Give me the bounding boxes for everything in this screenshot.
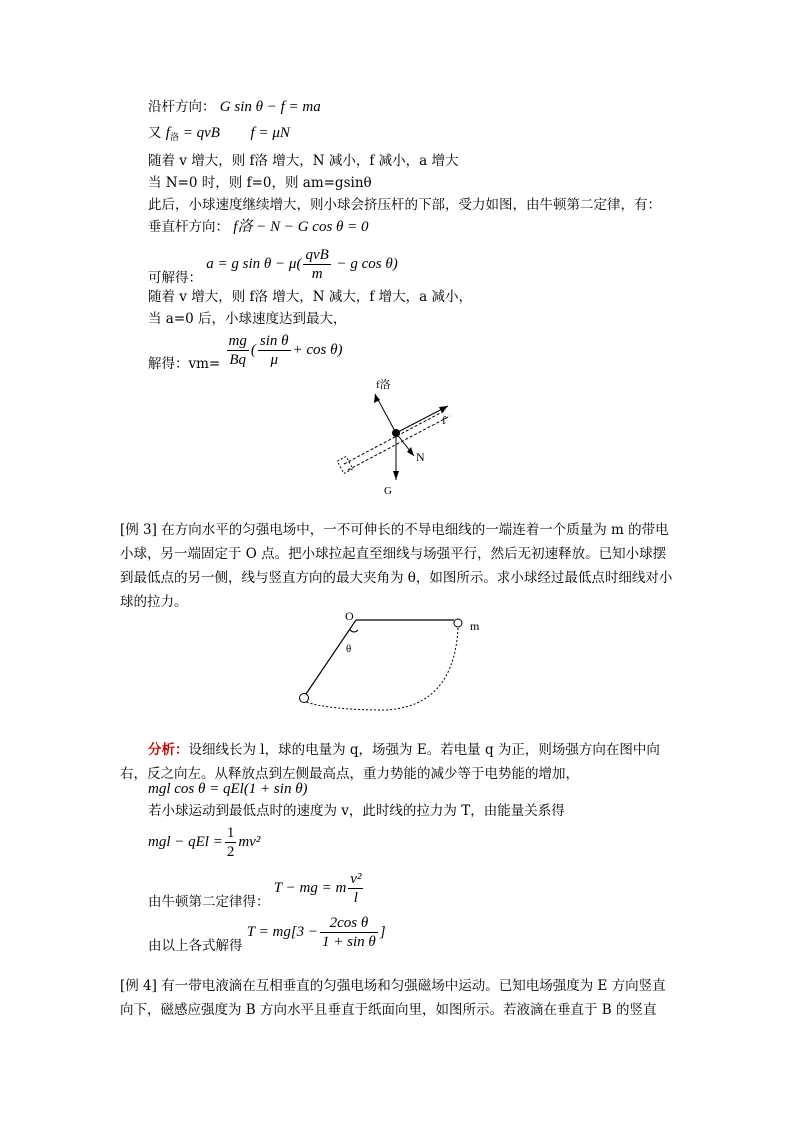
label-also: 又 <box>148 125 162 141</box>
frac-mu-den: μ <box>270 352 278 368</box>
formula-mgl-qel: mgl − qEl = <box>148 834 223 850</box>
label-newton: 由牛顿第二定律得： <box>148 894 270 910</box>
subscript-luo: 洛 <box>169 132 179 142</box>
line-vmax: 解得：vm= $\frac{mg}{Bq}$ ( $\frac{\text{sin θ}}{\mu}$ + cos θ) <box>148 333 343 372</box>
label-o: O <box>345 609 354 623</box>
formula-a-lhs: a = g sin θ − μ( <box>206 256 302 272</box>
arrow-f <box>396 406 448 433</box>
formula-along-rod: G sin θ − f = ma <box>219 99 321 115</box>
deflected-thread <box>306 620 356 694</box>
arrowhead-f <box>439 406 448 413</box>
rod-line-upper <box>344 410 446 464</box>
text-line-3: 随着 v 增大，则 f洛 增大，N 减小，f 减小，a 增大 <box>148 153 459 169</box>
formula-mgl-cos: mgl cos θ = qEl(1 + sin θ) <box>148 781 308 797</box>
frac-qvb-num: qvB <box>305 247 329 263</box>
symbol-f: f <box>165 125 170 141</box>
angle-arc <box>350 630 358 632</box>
label-solve: 可解得： <box>148 270 202 286</box>
analysis-paragraph <box>120 738 676 786</box>
analysis-body: 设细线长为 l，球的电量为 q，场强为 E。若电量 q 为正，则场强方向在图中向右，反之向左。从释放点到左侧最高点，重力势能的减少等于电势能的增加， <box>120 742 660 782</box>
frac-two: 2 <box>226 844 235 860</box>
label-f: f <box>442 413 446 427</box>
formula-t-mg: T − mg = m <box>273 880 347 896</box>
rod-line-lower <box>348 416 450 470</box>
example-3-text: [例 3] 在方向水平的匀强电场中，一不可伸长的不导电细线的一端连着一个质量为 m 的带电小球，另一端固定于 O 点。把小球拉起直至细线与场强平行，然后无初速释放。已知小球摆到最低点的另一侧，线与竖直方向的最大夹角为 θ，如图所示。求小球经过最低点时细线对小球的拉力。 <box>120 522 673 610</box>
line-along-rod <box>148 98 321 116</box>
formula-lorentz: = qvB <box>178 125 220 141</box>
formula-energy-1 <box>148 780 308 798</box>
formula-t-lhs: T = mg[3 − <box>246 924 319 940</box>
frac-sin-num: sin θ <box>259 333 289 349</box>
ball-end <box>300 694 309 703</box>
example-4-text: [例 4] 有一带电液滴在互相垂直的匀强电场和匀强磁场中运动。已知电场强度为 E 方向竖直向下，磁感应强度为 B 方向水平且垂直于纸面向里，如图所示。若液滴在垂直于 B 的竖直 <box>120 978 666 1018</box>
swing-arc <box>306 628 458 710</box>
frac-2cos: 2cos θ <box>320 914 378 933</box>
analysis-sentence-2: 若小球运动到最低点时的速度为 v，此时线的拉力为 T，由能量关系得 <box>148 803 565 819</box>
formula-perpendicular: f洛 − N − G cos θ = 0 <box>233 219 369 235</box>
formula-a-rhs: − g cos θ) <box>332 256 398 272</box>
line-perpendicular <box>148 218 369 236</box>
frac-v2: v² <box>350 871 362 887</box>
formula-result <box>148 912 386 966</box>
label-along-rod: 沿杆方向： <box>148 99 216 115</box>
label-perpendicular: 垂直杆方向： <box>148 219 229 235</box>
pendulum-diagram <box>290 606 490 718</box>
frac-l: l <box>353 890 358 906</box>
formula-friction: f = μN <box>250 125 290 141</box>
text-line-4: 当 N=0 时，则 f=0，则 am=gsinθ <box>148 175 372 191</box>
text-line-5: 此后，小球速度继续增大，则小球会挤压杆的下部，受力如图，由牛顿第二定律，有： <box>148 197 661 213</box>
formula-vmax-rhs: + cos θ) <box>292 342 343 358</box>
label-m: m <box>470 619 480 633</box>
label-result: 由以上各式解得 <box>148 938 243 954</box>
formula-energy-2 <box>148 822 260 862</box>
label-g: G <box>384 485 392 497</box>
label-theta: θ <box>346 643 352 655</box>
force-diagram <box>330 372 470 502</box>
line-lorentz-friction <box>148 124 290 146</box>
formula-t-rhs: ] <box>379 924 386 940</box>
analysis-heading: 分析： <box>148 742 189 758</box>
frac-bq-den: Bq <box>229 352 247 368</box>
text-line-9: 当 a=0 后，小球速度达到最大， <box>148 311 347 327</box>
arrowhead-g <box>393 471 399 480</box>
label-f-luo: f洛 <box>376 379 391 391</box>
frac-one: 1 <box>226 825 235 841</box>
text-line-8: 随着 v 增大，则 f洛 增大，N 减大，f 增大，a 减小， <box>148 289 473 305</box>
formula-mv2: mv² <box>238 834 261 850</box>
frac-mg-num: mg <box>228 333 247 349</box>
frac-1-sin: 1 + sin θ <box>322 934 376 950</box>
rod-end <box>337 456 352 473</box>
label-vmax: 解得：vm= <box>148 356 221 372</box>
label-n: N <box>416 450 425 464</box>
frac-m-den: m <box>311 266 323 282</box>
ball-start <box>454 619 462 627</box>
